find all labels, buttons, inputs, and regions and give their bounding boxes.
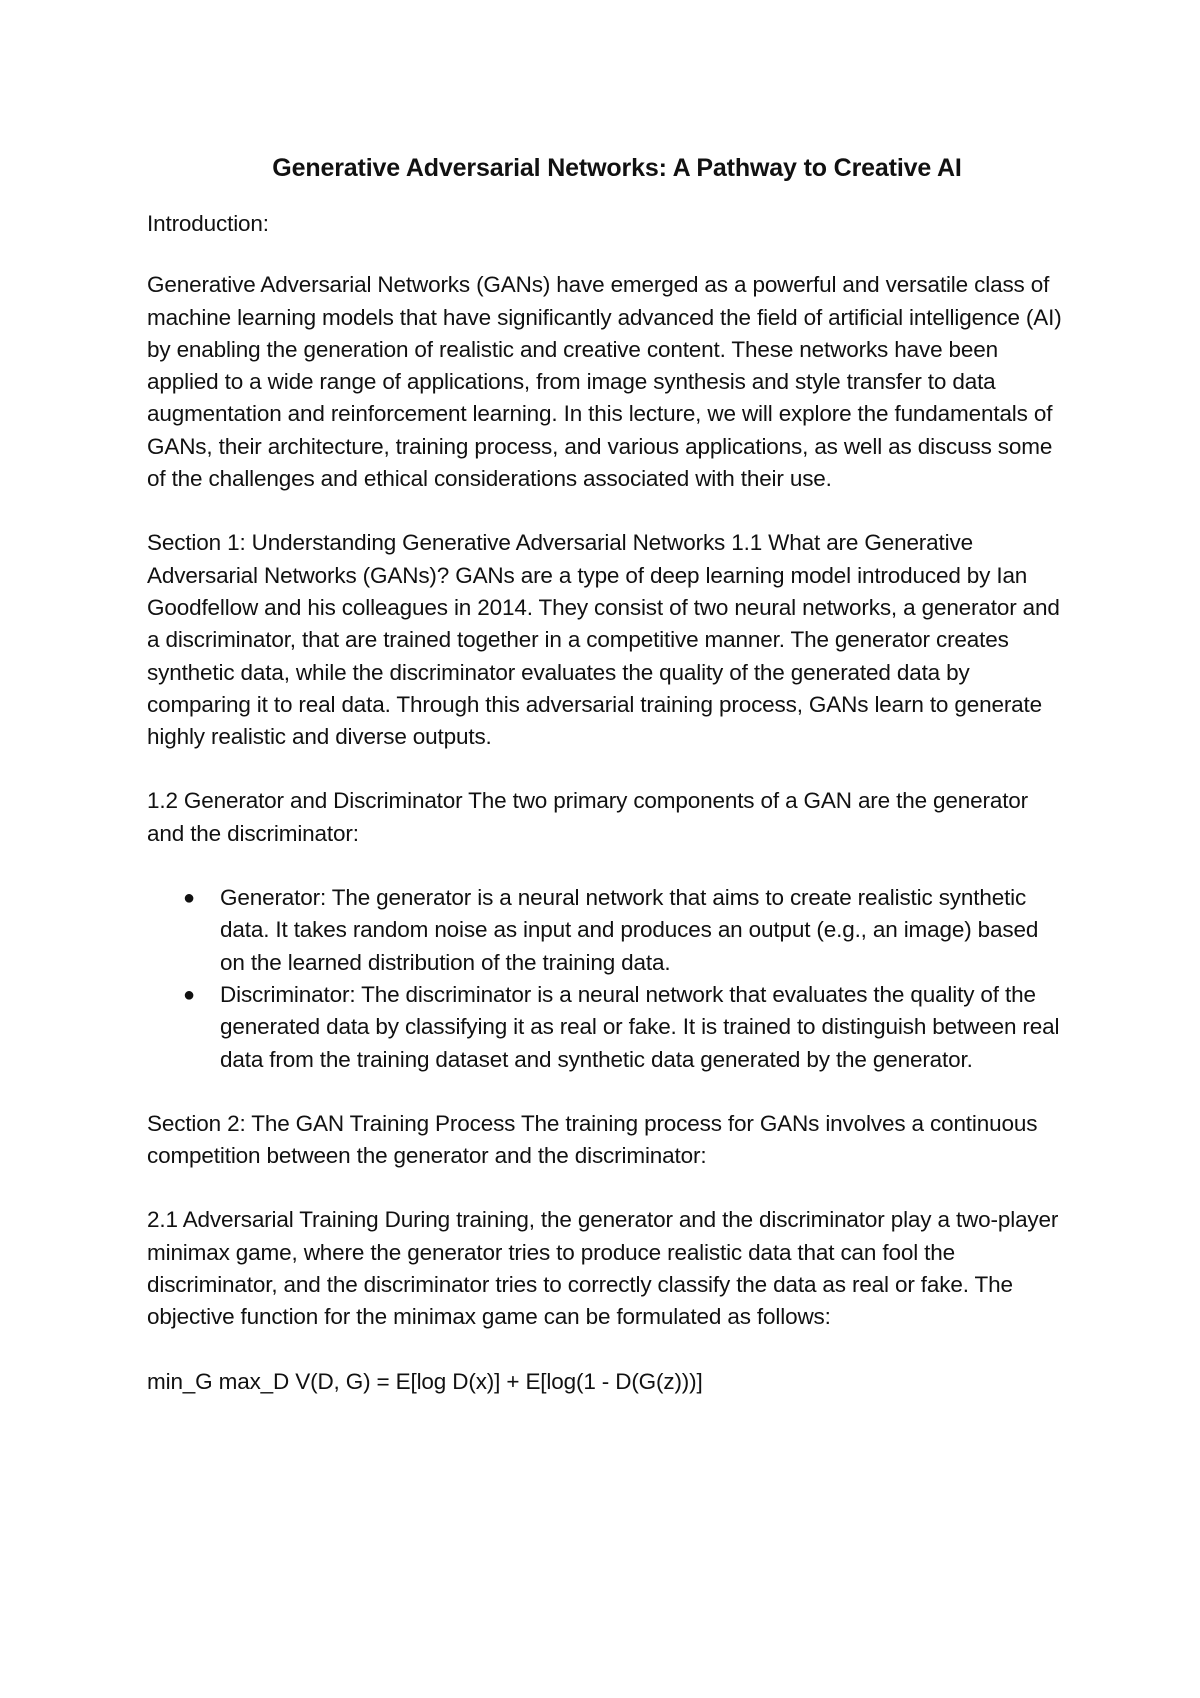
bullet-icon: ● — [183, 887, 195, 910]
section-2-1-paragraph: 2.1 Adversarial Training During training, the generator and the discriminator play a two-player minimax game, where the generator tries to produce realistic data that can fool the discriminator, and the discriminator tries to correctly classify the data as real or fake. The objective function for the minimax game can be formulated as follows: — [147, 1207, 1059, 1330]
minimax-equation: min_G max_D V(D, G) = E[log D(x)] + E[log(1 - D(G(z)))] — [147, 1368, 703, 1394]
document-title: Generative Adversarial Networks: A Pathway to Creative AI — [272, 154, 962, 182]
introduction-paragraph: Generative Adversarial Networks (GANs) have emerged as a powerful and versatile class of machine learning models that have significantly advanced the field of artificial intelligence (AI) by enabling the generation of realistic and creative content. These networks have been applied to a wide range of applications, from image synthesis and style transfer to data augmentation and reinforcement learning. In this lecture, we will explore the fundamentals of GANs, their architecture, training process, and various applications, as well as discuss some of the challenges and ethical considerations associated with their use. — [147, 272, 1062, 492]
introduction-heading: Introduction: — [147, 211, 269, 236]
bullet-icon: ● — [183, 983, 195, 1006]
list-item-discriminator — [147, 979, 1067, 1076]
list-item-generator — [147, 882, 1067, 979]
section-2-paragraph: Section 2: The GAN Training Process The training process for GANs involves a continuous competition between the generator and the discriminator: — [147, 1110, 1038, 1169]
section-1-paragraph: Section 1: Understanding Generative Adversarial Networks 1.1 What are Generative Adversarial Networks (GANs)? GANs are a type of deep learning model introduced by Ian Goodfellow and his colleagues in 2014. They consist of two neural networks, a generator and a discriminator, that are trained together in a competitive manner. The generator creates synthetic data, while the discriminator evaluates the quality of the generated data by comparing it to real data. Through this adversarial training process, GANs learn to generate highly realistic and diverse outputs. — [147, 530, 1060, 750]
component-list — [147, 882, 1067, 1076]
list-item-text: Generator: The generator is a neural network that aims to create realistic synthetic data. It takes random noise as input and produces an output (e.g., an image) based on the learned distribution of the training data. — [220, 885, 1039, 975]
section-1-2-paragraph: 1.2 Generator and Discriminator The two primary components of a GAN are the generator and the discriminator: — [147, 788, 1029, 846]
document-body — [147, 150, 1067, 1430]
list-item-text: Discriminator: The discriminator is a neural network that evaluates the quality of the generated data by classifying it as real or fake. It is trained to distinguish between real data from the training dataset and synthetic data generated by the generator. — [220, 981, 1060, 1072]
